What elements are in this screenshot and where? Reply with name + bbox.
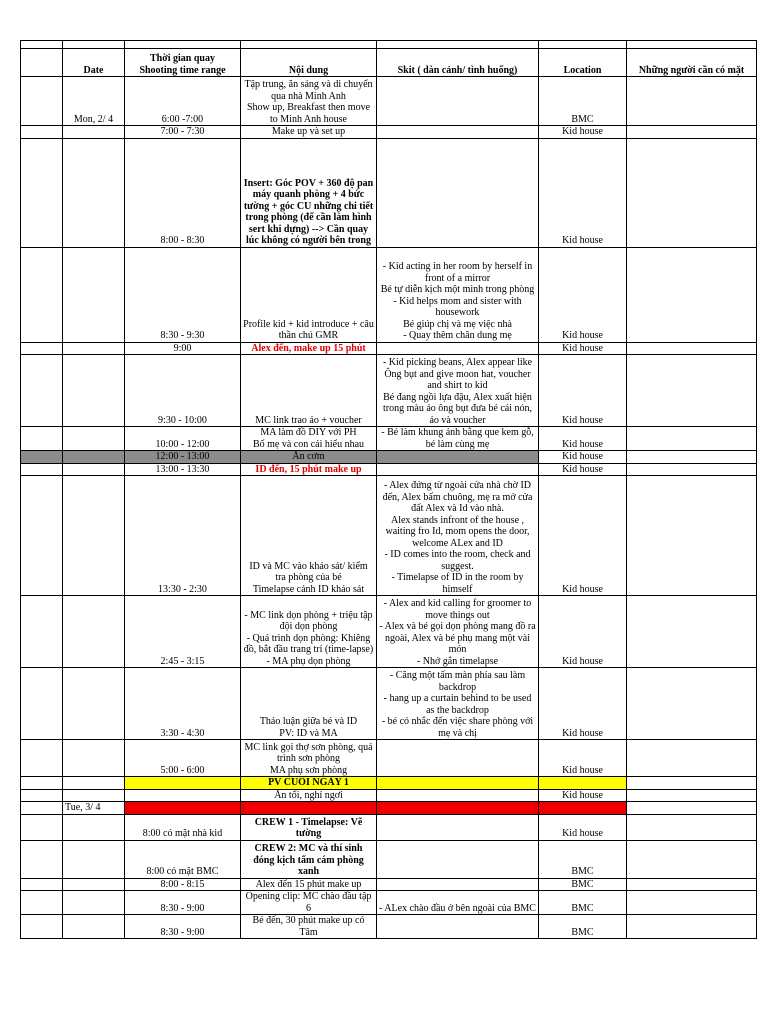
skit-cell — [377, 451, 539, 464]
location-cell: Kid house — [539, 740, 627, 777]
time-cell: 3:30 - 4:30 — [125, 668, 241, 740]
table-row — [21, 476, 757, 596]
table-row — [21, 915, 757, 939]
time-cell: 10:00 - 12:00 — [125, 427, 241, 451]
header-location: Location — [539, 49, 627, 77]
date-cell — [63, 777, 125, 790]
time-cell: 8:00 - 8:15 — [125, 878, 241, 891]
table-row — [21, 126, 757, 139]
location-cell: BMC — [539, 915, 627, 939]
date-cell — [63, 476, 125, 596]
header-skit: Skit ( dàn cảnh/ tình huống) — [377, 49, 539, 77]
table-row — [21, 668, 757, 740]
table-row — [21, 777, 757, 790]
skit-cell: - Alex and kid calling for groomer to move things out - Alex và bé gọi dọn phòng mang đồ ra ngoài, Alex và bé phụ mang một vài món - Nhớ gắn timelapse — [377, 596, 539, 668]
date-cell — [63, 891, 125, 915]
date-cell — [63, 247, 125, 342]
table-row — [21, 891, 757, 915]
table-row — [21, 247, 757, 342]
date-cell — [63, 915, 125, 939]
time-cell: 13:30 - 2:30 — [125, 476, 241, 596]
content-cell: MC link gọi thợ sơn phòng, quá trình sơn phòng MA phụ sơn phòng — [241, 740, 377, 777]
skit-cell — [377, 840, 539, 878]
table-row — [21, 451, 757, 464]
skit-cell — [377, 77, 539, 126]
content-cell: Bé đến, 30 phút make up có Tâm — [241, 915, 377, 939]
time-cell: 8:30 - 9:00 — [125, 891, 241, 915]
skit-cell: - Căng một tấm màn phía sau làm backdrop - hang up a curtain behind to be used as the backdrop - bé có nhắc đến việc share phòng với mẹ và chị — [377, 668, 539, 740]
content-cell: CREW 1 - Timelapse: Vẽ tường — [241, 814, 377, 840]
location-cell: BMC — [539, 878, 627, 891]
skit-cell — [377, 463, 539, 476]
time-cell: 12:00 - 13:00 — [125, 451, 241, 464]
date-cell — [63, 427, 125, 451]
time-cell: 7:00 - 7:30 — [125, 126, 241, 139]
header-people: Những người cần có mặt — [627, 49, 757, 77]
location-cell: Kid house — [539, 476, 627, 596]
skit-cell — [377, 915, 539, 939]
location-cell — [539, 802, 627, 815]
header-time-en: Shooting time range — [139, 64, 226, 76]
date-cell — [63, 668, 125, 740]
table-row — [21, 840, 757, 878]
time-cell: 8:30 - 9:00 — [125, 915, 241, 939]
date-cell — [63, 814, 125, 840]
header-row — [21, 49, 757, 77]
time-cell: 2:45 - 3:15 — [125, 596, 241, 668]
location-cell: Kid house — [539, 342, 627, 355]
location-cell: Kid house — [539, 596, 627, 668]
table-row — [21, 355, 757, 427]
date-cell — [63, 878, 125, 891]
content-cell: Ăn cơm — [241, 451, 377, 464]
date-cell: Mon, 2/ 4 — [63, 77, 125, 126]
location-cell: Kid house — [539, 668, 627, 740]
time-cell: 8:00 có mặt BMC — [125, 840, 241, 878]
date-cell — [63, 126, 125, 139]
skit-cell: - Kid acting in her room by herself in front of a mirror Bé tự diễn kịch một mình trong phòng - Kid helps mom and sister with housework Bé giúp chị và mẹ việc nhà - Quay thêm chân dung mẹ — [377, 247, 539, 342]
date-cell — [63, 740, 125, 777]
location-cell: Kid house — [539, 126, 627, 139]
table-row — [21, 596, 757, 668]
header-time — [125, 49, 241, 77]
content-cell: Alex đến, make up 15 phút — [241, 342, 377, 355]
location-cell: BMC — [539, 840, 627, 878]
skit-cell: - Alex đứng từ ngoài cửa nhà chờ ID đến, Alex bấm chuông, mẹ ra mở cửa đất Alex và Id vào nhà. Alex stands infront of the house , waiting fro Id, mom opens the door, welcome ALex and ID - ID comes into the room, check and suggest. - Timelapse of ID in the room by himself — [377, 476, 539, 596]
content-cell: Alex đến 15 phút make up — [241, 878, 377, 891]
location-cell: BMC — [539, 891, 627, 915]
date-cell — [63, 463, 125, 476]
time-cell — [125, 789, 241, 802]
skit-cell — [377, 777, 539, 790]
content-cell: Ăn tối, nghỉ ngơi — [241, 789, 377, 802]
date-cell — [63, 355, 125, 427]
time-cell: 8:00 có mặt nhà kid — [125, 814, 241, 840]
table-row — [21, 802, 757, 815]
table-row — [21, 138, 757, 247]
time-cell: 9:30 - 10:00 — [125, 355, 241, 427]
skit-cell — [377, 789, 539, 802]
table-row — [21, 814, 757, 840]
content-cell: Opening clip: MC chào đầu tập 6 — [241, 891, 377, 915]
header-content: Nội dung — [241, 49, 377, 77]
table-row — [21, 740, 757, 777]
date-cell — [63, 596, 125, 668]
time-cell — [125, 802, 241, 815]
table-row — [21, 77, 757, 126]
header-time-vi: Thời gian quay — [149, 53, 215, 64]
skit-cell — [377, 126, 539, 139]
skit-cell — [377, 802, 539, 815]
location-cell: BMC — [539, 77, 627, 126]
skit-cell: - Bé làm khung ảnh bằng que kem gỗ, bé làm cùng mẹ — [377, 427, 539, 451]
location-cell: Kid house — [539, 463, 627, 476]
skit-cell — [377, 342, 539, 355]
skit-cell: - ALex chào đầu ở bên ngoài của BMC — [377, 891, 539, 915]
schedule-table — [20, 40, 757, 939]
skit-cell — [377, 740, 539, 777]
table-row — [21, 427, 757, 451]
blank-row — [21, 41, 757, 49]
content-cell: - MC link dọn phòng + triệu tập đội dọn phòng - Quá trình dọn phòng: Khiêng đồ, bắt đầu trang trí (time-lapse) - MA phụ dọn phòng — [241, 596, 377, 668]
content-cell: Insert: Góc POV + 360 độ pan máy quanh phòng + 4 bức tường + góc CU những chi tiết trong phòng (để cần làm hình sert khi dựng) --> Cần quay lúc không có người bên trong — [241, 138, 377, 247]
time-cell: 6:00 -7:00 — [125, 77, 241, 126]
location-cell: Kid house — [539, 789, 627, 802]
date-cell — [63, 789, 125, 802]
content-cell — [241, 802, 377, 815]
skit-cell: - Kid picking beans, Alex appear like Ông bụt and give moon hat, voucher and shirt to kid Bé đang ngồi lựa đậu, Alex xuất hiện trong màu áo ông bụt đưa bé cái nón, áo và voucher — [377, 355, 539, 427]
date-cell — [63, 342, 125, 355]
location-cell — [539, 777, 627, 790]
location-cell: Kid house — [539, 814, 627, 840]
skit-cell — [377, 878, 539, 891]
content-cell: MC link trao áo + voucher — [241, 355, 377, 427]
location-cell: Kid house — [539, 247, 627, 342]
date-cell — [63, 451, 125, 464]
content-cell: Profile kid + kid introduce + câu thần chú GMR — [241, 247, 377, 342]
location-cell: Kid house — [539, 427, 627, 451]
content-cell: ID và MC vào khảo sát/ kiểm tra phòng của bé Timelapse cảnh ID khảo sát — [241, 476, 377, 596]
content-cell: Make up và set up — [241, 126, 377, 139]
table-row — [21, 878, 757, 891]
table-row — [21, 463, 757, 476]
content-cell: PV CUỐI NGÀY 1 — [241, 777, 377, 790]
location-cell: Kid house — [539, 451, 627, 464]
time-cell: 5:00 - 6:00 — [125, 740, 241, 777]
time-cell: 13:00 - 13:30 — [125, 463, 241, 476]
date-cell: Tue, 3/ 4 — [63, 802, 125, 815]
date-cell — [63, 840, 125, 878]
skit-cell — [377, 138, 539, 247]
time-cell: 8:00 - 8:30 — [125, 138, 241, 247]
time-cell: 8:30 - 9:30 — [125, 247, 241, 342]
time-cell: 9:00 — [125, 342, 241, 355]
header-date: Date — [63, 49, 125, 77]
date-cell — [63, 138, 125, 247]
content-cell: Tập trung, ăn sáng và di chuyển qua nhà Minh Anh Show up, Breakfast then move to Minh Anh house — [241, 77, 377, 126]
table-row — [21, 789, 757, 802]
content-cell: Thảo luận giữa bé và ID PV: ID và MA — [241, 668, 377, 740]
location-cell: Kid house — [539, 355, 627, 427]
table-row — [21, 342, 757, 355]
content-cell: ID đến, 15 phút make up — [241, 463, 377, 476]
skit-cell — [377, 814, 539, 840]
content-cell: MA làm đồ DIY với PH Bố mẹ và con cái hiểu nhau — [241, 427, 377, 451]
content-cell: CREW 2: MC và thí sinh đóng kịch tấm cám phòng xanh — [241, 840, 377, 878]
time-cell — [125, 777, 241, 790]
location-cell: Kid house — [539, 138, 627, 247]
